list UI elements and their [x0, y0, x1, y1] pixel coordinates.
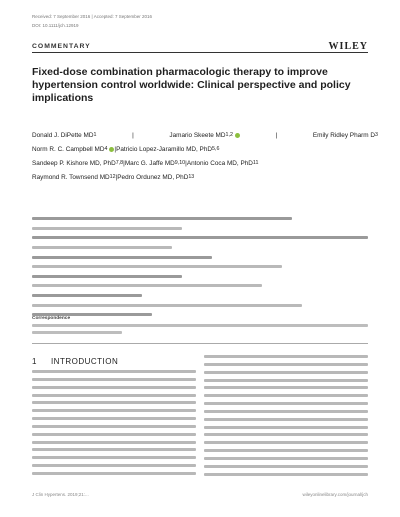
publisher-logo: WILEY	[328, 41, 368, 52]
footer-journal: J Clin Hypertens. 2019;21:...	[32, 492, 89, 497]
section-tag: COMMENTARY	[32, 43, 91, 50]
author[interactable]: Raymond R. Townsend MD 12	[32, 173, 116, 181]
author[interactable]: Marc G. Jaffe MD 9,10	[124, 159, 186, 167]
author[interactable]: Antonio Coca MD, PhD 11	[186, 159, 259, 167]
author[interactable]: Norm R. C. Campbell MD 4	[32, 146, 114, 153]
author[interactable]: Sandeep P. Kishore MD, PhD 7,8	[32, 159, 124, 167]
author[interactable]: Donald J. DiPette MD 1	[32, 131, 97, 139]
author-row: Norm R. C. Campbell MD 4 | Patricio Lopez-Jaramillo MD, PhD 5,6	[32, 145, 220, 153]
author-row: Sandeep P. Kishore MD, PhD 7,8 | Marc G. Jaffe MD 9,10 | Antonio Coca MD, PhD 11	[32, 159, 259, 167]
author[interactable]: Pedro Ordunez MD, PhD 13	[117, 173, 195, 181]
received-accepted-line: Received: 7 September 2016 | Accepted: 7 September 2016	[32, 14, 152, 19]
correspondence-text	[32, 324, 368, 338]
author[interactable]: Emily Ridley Pharm D 3	[312, 131, 378, 139]
page-footer	[32, 492, 368, 497]
section-heading	[32, 357, 118, 366]
author-row: Raymond R. Townsend MD 12 | Pedro Ordunez MD, PhD 13	[32, 173, 195, 181]
doi-line[interactable]: DOI: 10.1111/jch.12919	[32, 23, 79, 28]
article-title: Fixed-dose combination pharmacologic therapy to improve hypertension control worldwide: Clinical perspective and policy implications	[32, 66, 351, 105]
section-divider	[32, 343, 368, 344]
author-list	[32, 128, 378, 184]
author-row: Donald J. DiPette MD 1 | Jamario Skeete MD 1,2 | Emily Ridley Pharm D 3	[32, 131, 378, 139]
section-number: 1	[32, 357, 37, 366]
orcid-icon[interactable]	[235, 133, 240, 138]
body-column-left	[32, 370, 196, 480]
author[interactable]: Patricio Lopez-Jaramillo MD, PhD 5,6	[116, 145, 220, 153]
affiliations	[32, 214, 368, 320]
section-title: INTRODUCTION	[50, 357, 119, 366]
author[interactable]: Jamario Skeete MD 1,2	[169, 132, 240, 139]
footer-url[interactable]: wileyonlinelibrary.com/journal/jch	[302, 492, 368, 497]
header-divider	[32, 52, 368, 53]
correspondence-label: Correspondence	[32, 316, 71, 321]
body-column-right	[204, 355, 368, 481]
